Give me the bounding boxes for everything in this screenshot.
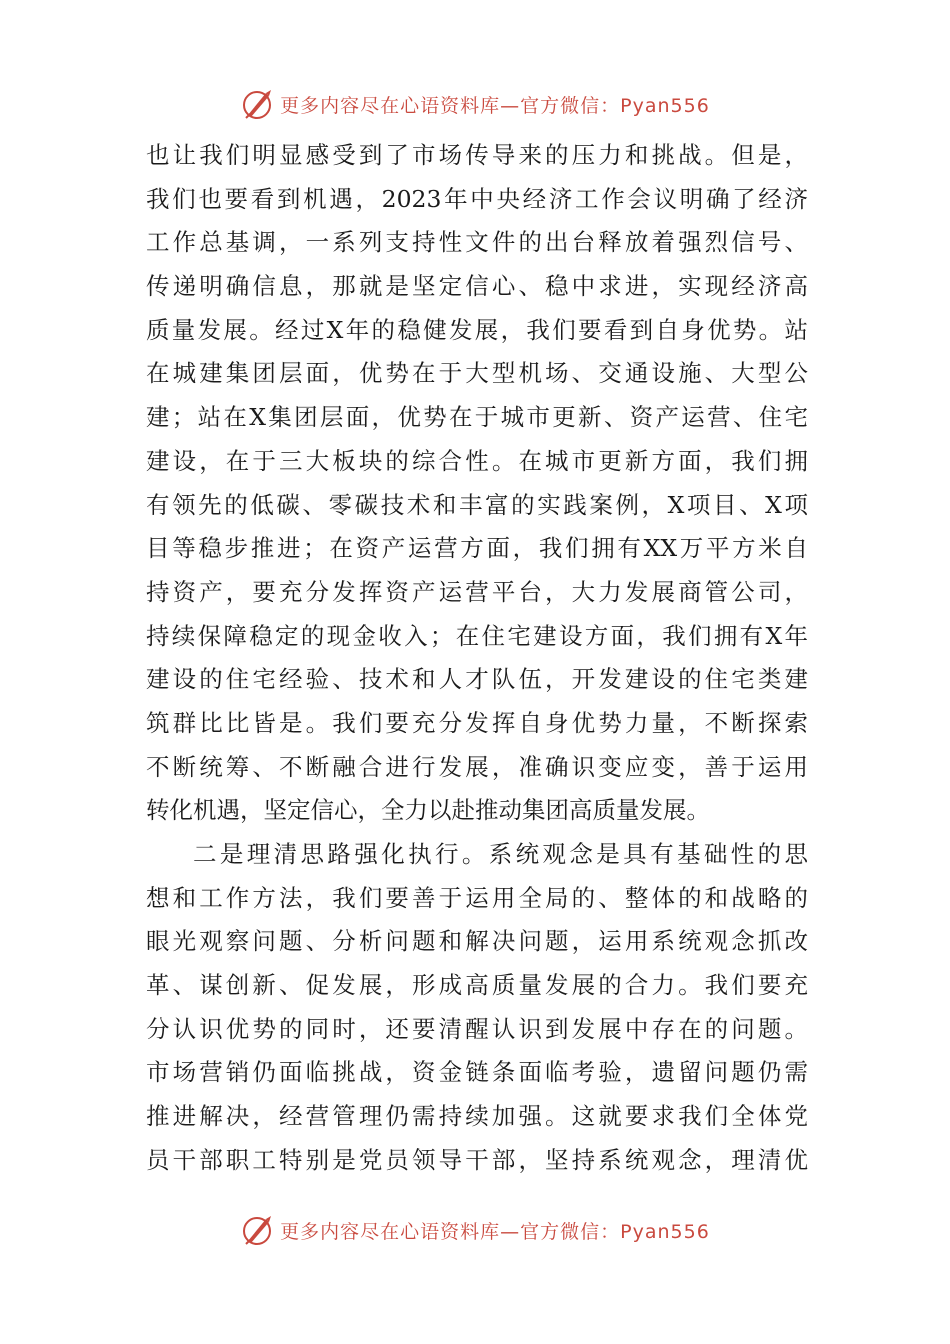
quill-pen-circle-icon [240, 87, 274, 121]
document-body [146, 134, 808, 1183]
body-line: 市场营销仍面临挑战，资金链条面临考验，遗留问题仍需 [146, 1058, 808, 1087]
body-line: 推进解决，经营管理仍需持续加强。这就要求我们全体党 [146, 1102, 808, 1131]
body-line: 在城建集团层面，优势在于大型机场、交通设施、大型公 [146, 359, 808, 388]
footer-banner [0, 1210, 950, 1250]
body-line: 传递明确信息，那就是坚定信心、稳中求进，实现经济高 [146, 272, 808, 301]
body-line: 工作总基调，一系列支持性文件的出台释放着强烈信号、 [146, 228, 808, 257]
body-line: 目等稳步推进；在资产运营方面，我们拥有XX万平方米自 [146, 534, 808, 563]
body-line: 筑群比比皆是。我们要充分发挥自身优势力量，不断探索 [146, 708, 808, 737]
body-line: 建设的住宅经验、技术和人才队伍，开发建设的住宅类建 [146, 665, 808, 694]
footer-banner-text: 更多内容尽在心语资料库—官方微信：Pyan556 [280, 1220, 710, 1243]
body-line: 眼光观察问题、分析问题和解决问题，运用系统观念抓改 [146, 927, 808, 956]
paragraph-first-line: 二是理清思路强化执行。系统观念是具有基础性的思 [193, 840, 808, 868]
body-line: 质量发展。经过X年的稳健发展，我们要看到自身优势。站 [146, 315, 808, 344]
body-line: 员干部职工特别是党员领导干部，坚持系统观念，理清优 [146, 1145, 808, 1174]
body-line: 不断统筹、不断融合进行发展，准确识变应变，善于运用 [146, 752, 808, 781]
body-line: 想和工作方法，我们要善于运用全局的、整体的和战略的 [146, 883, 808, 912]
body-line: 分认识优势的同时，还要清醒认识到发展中存在的问题。 [146, 1014, 808, 1043]
body-line: 建；站在X集团层面，优势在于城市更新、资产运营、住宅 [146, 403, 808, 432]
body-line: 转化机遇，坚定信心，全力以赴推动集团高质量发展。 [146, 796, 710, 825]
body-line: 我们也要看到机遇，2023年中央经济工作会议明确了经济 [146, 184, 808, 213]
header-banner-text: 更多内容尽在心语资料库—官方微信：Pyan556 [280, 94, 710, 117]
body-line: 也让我们明显感受到了市场传导来的压力和挑战。但是， [146, 141, 808, 169]
body-line: 持资产，要充分发挥资产运营平台，大力发展商管公司， [146, 577, 808, 606]
body-line: 持续保障稳定的现金收入；在住宅建设方面，我们拥有X年 [146, 621, 808, 650]
quill-pen-circle-icon [240, 1213, 274, 1247]
header-banner [0, 84, 950, 124]
body-line: 革、谋创新、促发展，形成高质量发展的合力。我们要充 [146, 971, 808, 1000]
body-line: 有领先的低碳、零碳技术和丰富的实践案例，X项目、X项 [146, 490, 808, 519]
body-line: 建设，在于三大板块的综合性。在城市更新方面，我们拥 [146, 446, 808, 475]
